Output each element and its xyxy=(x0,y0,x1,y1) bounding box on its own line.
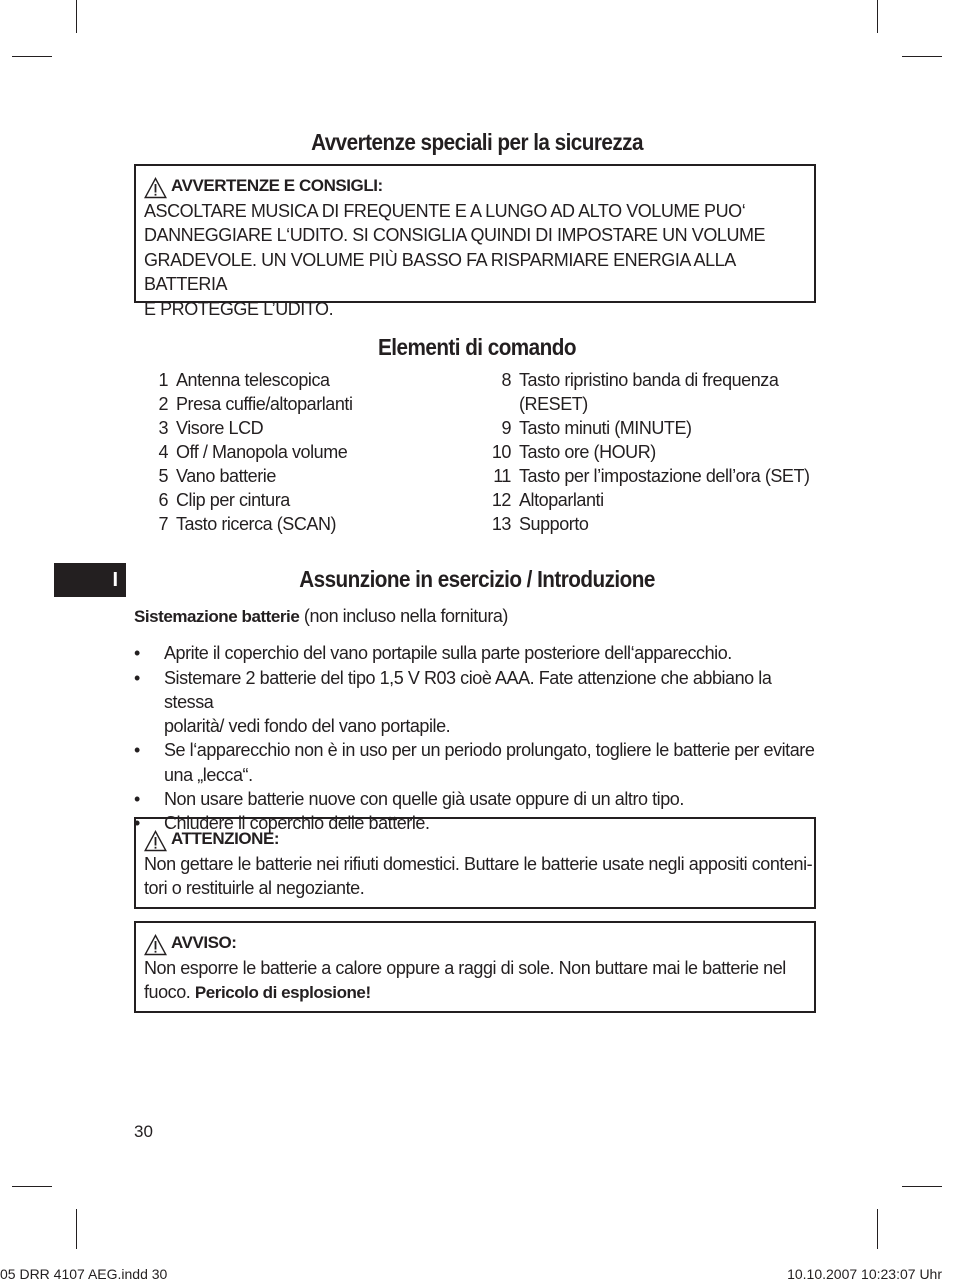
safety-title: Avvertenze speciali per la sicurezza xyxy=(311,129,643,155)
controls-list-left xyxy=(144,368,474,536)
list-item: 11 Tasto per l’impostazione dell’ora (SET) xyxy=(493,466,810,486)
attention-line: Non gettare le batterie nei rifiuti domestici. Buttare le batterie usate negli appositi conteni- xyxy=(144,853,813,874)
language-tab: I xyxy=(54,563,126,597)
notice-head-text: AVVISO: xyxy=(171,933,237,952)
list-item: • Non usare batterie nuove con quelle già usate oppure di un altro tipo. xyxy=(134,789,684,810)
list-item: 4 Off / Manopola volume xyxy=(158,442,348,462)
attention-head-text: ATTENZIONE: xyxy=(171,829,280,848)
crop-mark xyxy=(12,56,52,57)
list-item: 5 Vano batterie xyxy=(158,466,276,486)
notice-heading xyxy=(144,931,814,956)
list-item: 10 Tasto ore (HOUR) xyxy=(491,442,656,462)
notice-line: fuoco. Pericolo di esplosione! xyxy=(144,982,371,1002)
batteries-section xyxy=(134,604,824,836)
list-item: 9 Tasto minuti (MINUTE) xyxy=(501,418,692,438)
notice-line: Non esporre le batterie a calore oppure a raggi di sole. Non buttare mai le batterie nel xyxy=(144,957,786,978)
crop-mark xyxy=(76,0,77,33)
list-item: 7 Tasto ricerca (SCAN) xyxy=(158,514,337,534)
list-item: • Se l‘apparecchio non è in uso per un periodo prolungato, togliere le batterie per evitare una „lecca“. xyxy=(134,740,815,785)
page-number: 30 xyxy=(134,1122,153,1141)
warning-triangle-icon xyxy=(144,830,167,852)
crop-mark xyxy=(12,1186,52,1187)
list-item: • Sistemare 2 batterie del tipo 1,5 V R03 cioè AAA. Fate attenzione che abbiano la stessa polarità/ vedi fondo del vano portapile. xyxy=(134,667,772,737)
list-item: 2 Presa cuffie/altoparlanti xyxy=(158,394,353,414)
warning-box xyxy=(134,164,816,319)
warning-line: DANNEGGIARE L‘UDITO. SI CONSIGLIA QUINDI DI IMPOSTARE UN VOLUME xyxy=(144,225,766,245)
controls-list-right xyxy=(487,368,827,536)
explosion-warning: Pericolo di esplosione! xyxy=(194,983,371,1002)
list-item: 1 Antenna telescopica xyxy=(158,370,330,390)
list-item: • Aprite il coperchio del vano portapile sulla parte posteriore dell‘apparecchio. xyxy=(134,643,732,664)
crop-mark xyxy=(902,1186,942,1187)
crop-mark xyxy=(902,56,942,57)
footer-file-info: 05 DRR 4107 AEG.indd 30 xyxy=(0,1266,168,1282)
warning-head-text: AVVERTENZE E CONSIGLI: xyxy=(171,176,383,195)
warning-triangle-icon xyxy=(144,177,167,199)
list-item: (RESET) xyxy=(519,394,588,414)
controls-title: Elementi di comando xyxy=(378,334,576,360)
crop-mark xyxy=(877,1209,878,1249)
batteries-note: (non incluso nella fornitura) xyxy=(303,606,508,626)
list-item: • Chiudere il coperchio delle batterie. xyxy=(134,813,430,834)
list-item: 12 Altoparlanti xyxy=(491,490,604,510)
list-item: 6 Clip per cintura xyxy=(158,490,290,510)
batteries-label: Sistemazione batterie xyxy=(134,607,300,626)
list-item: 13 Supporto xyxy=(491,514,589,534)
list-item: 8 Tasto ripristino banda di frequenza xyxy=(501,370,779,390)
attention-box xyxy=(134,817,816,909)
startup-title: Assunzione in esercizio / Introduzione xyxy=(299,566,655,592)
warning-line: ASCOLTARE MUSICA DI FREQUENTE E A LUNGO AD ALTO VOLUME PUO‘ xyxy=(144,200,746,221)
crop-mark xyxy=(877,0,878,33)
attention-line: tori o restituirle al negoziante. xyxy=(144,878,365,898)
list-item: 3 Visore LCD xyxy=(158,418,264,438)
notice-box xyxy=(134,921,816,1013)
batteries-heading xyxy=(134,604,824,629)
footer-timestamp: 10.10.2007 10:23:07 Uhr xyxy=(787,1266,942,1282)
warning-line: GRADEVOLE. UN VOLUME PIÙ BASSO FA RISPARMIARE ENERGIA ALLA BATTERIA xyxy=(144,249,735,294)
warning-triangle-icon xyxy=(144,934,167,956)
attention-heading xyxy=(144,827,814,852)
warning-heading xyxy=(144,174,814,199)
crop-mark xyxy=(76,1209,77,1249)
warning-line: E PROTEGGE L’UDITO. xyxy=(144,298,334,319)
